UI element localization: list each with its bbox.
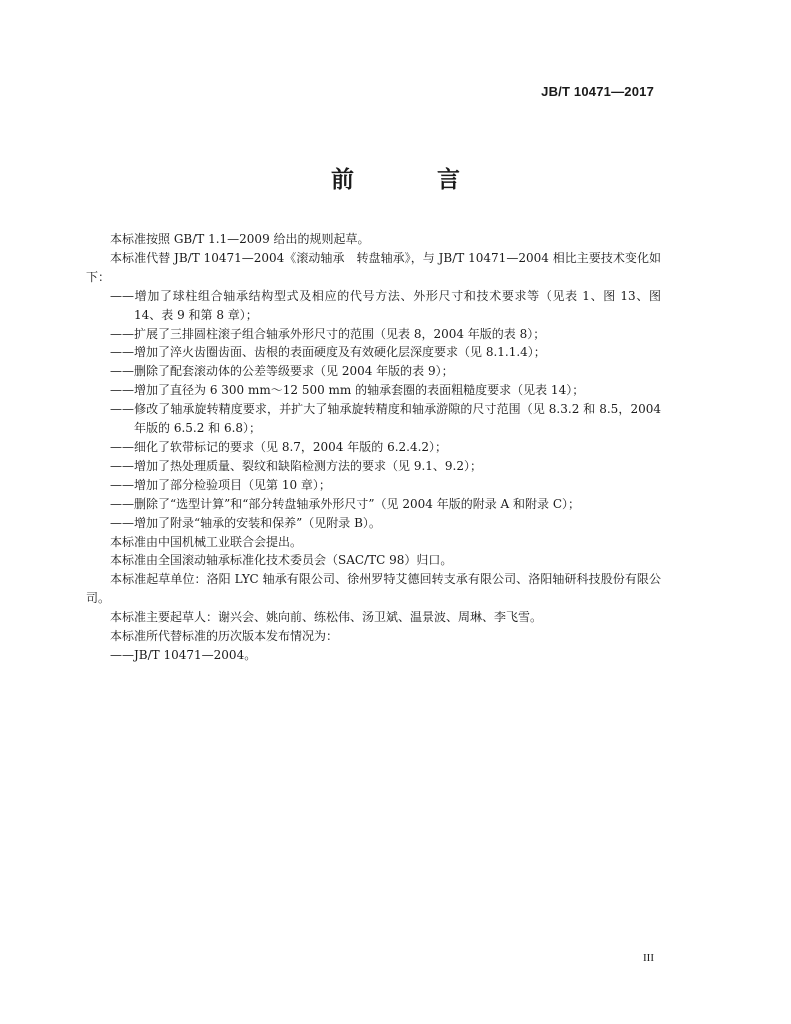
change-item: ——增加了淬火齿圈齿面、齿根的表面硬度及有效硬化层深度要求（见 8.1.1.4）； <box>110 345 546 360</box>
page-title: 前 言 <box>331 167 490 193</box>
change-item: ——增加了附录“轴承的安装和保养”（见附录 B）。 <box>110 515 381 530</box>
history-item: ——JB/T 10471—2004。 <box>110 647 257 662</box>
closing-paragraph: 本标准起草单位：洛阳 LYC 轴承有限公司、徐州罗特艾德回转支承有限公司、洛阳轴研科技股份有限公司。 <box>86 572 661 606</box>
page-number: III <box>643 952 654 964</box>
standard-code: JB/T 10471—2017 <box>541 84 654 99</box>
foreword-body <box>86 230 661 665</box>
intro-paragraph: 本标准代替 JB/T 10471—2004《滚动轴承 转盘轴承》，与 JB/T 10471—2004 相比主要技术变化如下： <box>86 250 661 284</box>
closing-paragraph: 本标准所代替标准的历次版本发布情况为： <box>110 629 339 644</box>
change-item: ——修改了轴承旋转精度要求，并扩大了轴承旋转精度和轴承游隙的尺寸范围（见 8.3.2 和 8.5，2004 年版的 6.5.2 和 6.8）； <box>110 402 661 436</box>
change-item: ——增加了直径为 6 300 mm～12 500 mm 的轴承套圈的表面粗糙度要求（见表 14）； <box>110 383 585 398</box>
closing-paragraph: 本标准主要起草人：谢兴会、姚向前、练松伟、汤卫斌、温景波、周琳、李飞雪。 <box>110 610 543 625</box>
change-item: ——增加了球柱组合轴承结构型式及相应的代号方法、外形尺寸和技术要求等（见表 1、图 13、图 14、表 9 和第 8 章）； <box>110 288 661 322</box>
closing-paragraph: 本标准由中国机械工业联合会提出。 <box>110 534 303 549</box>
change-item: ——细化了软带标记的要求（见 8.7，2004 年版的 6.2.4.2）； <box>110 439 448 454</box>
change-item: ——删除了配套滚动体的公差等级要求（见 2004 年版的表 9）； <box>110 364 454 379</box>
change-item: ——增加了部分检验项目（见第 10 章）； <box>110 477 331 492</box>
closing-paragraph: 本标准由全国滚动轴承标准化技术委员会（SAC/TC 98）归口。 <box>110 553 453 568</box>
intro-paragraph: 本标准按照 GB/T 1.1—2009 给出的规则起草。 <box>110 232 370 246</box>
change-item: ——删除了“选型计算”和“部分转盘轴承外形尺寸”（见 2004 年版的附录 A 和附录 C）； <box>110 496 581 511</box>
change-item: ——扩展了三排圆柱滚子组合轴承外形尺寸的范围（见表 8，2004 年版的表 8）； <box>110 326 546 341</box>
change-item: ——增加了热处理质量、裂纹和缺陷检测方法的要求（见 9.1、9.2）； <box>110 458 482 473</box>
